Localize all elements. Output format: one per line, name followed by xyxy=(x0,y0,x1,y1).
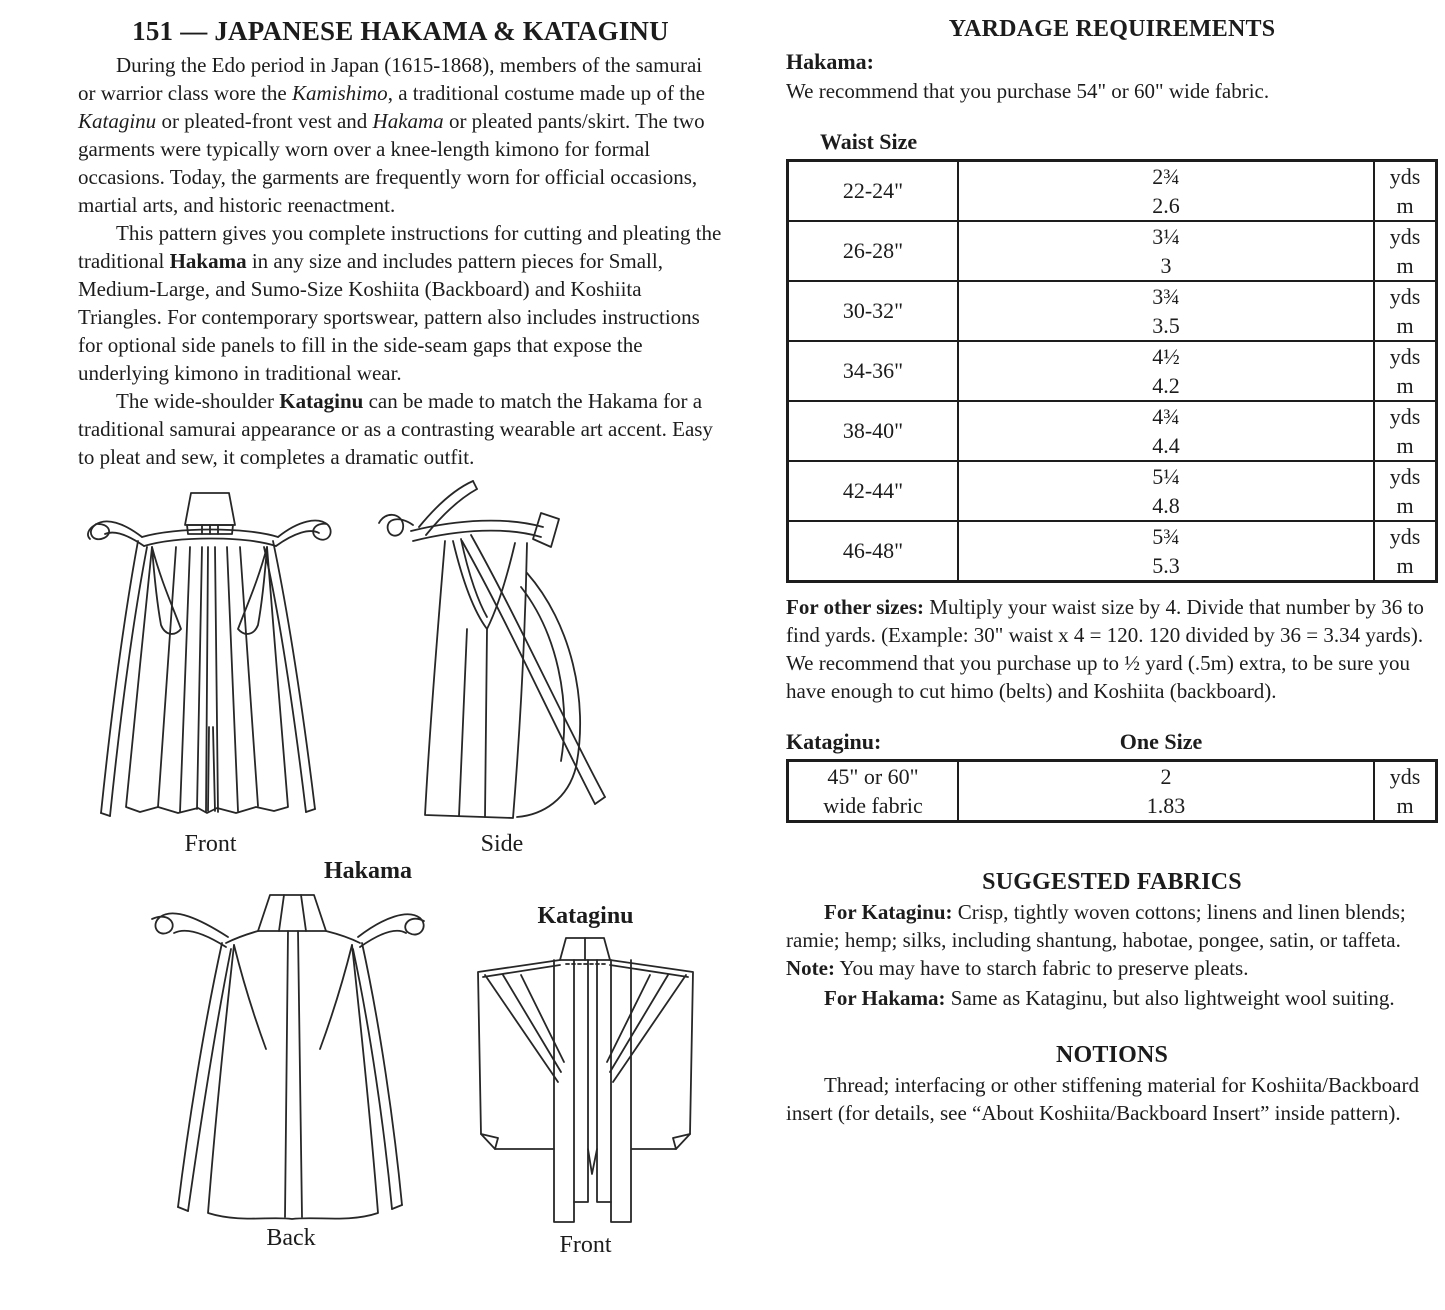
kataginu-front-illustration xyxy=(468,934,703,1230)
for-kataginu-label: For Kataginu: xyxy=(824,900,953,924)
kataginu-front-label: Front xyxy=(559,1232,612,1258)
kataginu-description-paragraph xyxy=(78,387,723,471)
fabrics-text: Crisp, tightly woven cottons; linens and linen blends; ramie; hemp; silks, including shantung, habotae, pongee, satin, or taffeta. xyxy=(786,900,1406,952)
units-cell xyxy=(1374,401,1437,461)
kataginu-table-header xyxy=(786,729,1438,755)
table-row xyxy=(788,221,1437,281)
one-size-label: One Size xyxy=(1119,729,1203,754)
paragraph-text: , a traditional costume made up of the xyxy=(387,81,705,105)
fabric-width-note: We recommend that you purchase 54" or 60" wide fabric. xyxy=(786,79,1270,103)
meters-unit: m xyxy=(1396,193,1414,218)
paragraph-text-italic: Kamishimo xyxy=(292,81,388,105)
yardage-cell xyxy=(958,401,1374,461)
yards-value: 4½ xyxy=(1152,344,1180,369)
fabrics-text: Same as Kataginu, but also lightweight wool suiting. xyxy=(945,986,1395,1010)
left-column xyxy=(78,16,723,1259)
notions-paragraph: Thread; interfacing or other stiffening material for Koshiita/Backboard insert (for details, see “About Koshiita/Backboard Insert” inside pattern). xyxy=(786,1073,1419,1125)
fabrics-note-text: You may have to starch fabric to preserve pleats. xyxy=(834,956,1249,980)
yardage-cell xyxy=(958,461,1374,521)
meters-unit: m xyxy=(1396,433,1414,458)
waist-size-cell: 22-24" xyxy=(788,161,959,222)
yards-unit: yds xyxy=(1389,164,1421,189)
page-title: 151 — JAPANESE HAKAMA & KATAGINU xyxy=(132,16,669,46)
yards-unit: yds xyxy=(1389,404,1421,429)
waist-size-cell: 26-28" xyxy=(788,221,959,281)
meters-value: 3 xyxy=(1160,253,1172,278)
meters-unit: m xyxy=(1396,253,1414,278)
other-sizes-paragraph xyxy=(786,593,1438,705)
table-row xyxy=(788,281,1437,341)
paragraph-text-bold: Hakama xyxy=(169,249,247,273)
yardage-requirements-heading: YARDAGE REQUIREMENTS xyxy=(948,16,1276,42)
pattern-description-paragraph xyxy=(78,219,723,387)
units-cell xyxy=(1374,281,1437,341)
yardage-cell xyxy=(958,221,1374,281)
units-cell xyxy=(1374,521,1437,582)
hakama-yardage-table xyxy=(786,159,1438,583)
note-label: Note: xyxy=(786,956,835,980)
hakama-side-label: Side xyxy=(480,831,524,857)
paragraph-text: or pleated pants/skirt. The two garments were typically worn over a knee-length kimono for formal occasions. Today, the garments are frequently worn for official occasions, martial arts, and historic reenactment. xyxy=(78,109,705,217)
paragraph-text: or pleated-front vest and xyxy=(156,109,373,133)
meters-value: 2.6 xyxy=(1152,193,1180,218)
for-hakama-label: For Hakama: xyxy=(824,986,946,1010)
waist-size-cell: 42-44" xyxy=(788,461,959,521)
hakama-section-label: Hakama: xyxy=(786,49,874,74)
meters-value: 4.4 xyxy=(1152,433,1180,458)
kataginu-yardage-table xyxy=(786,759,1438,823)
hakama-front-label: Front xyxy=(184,831,237,857)
yards-value: 3¾ xyxy=(1152,284,1180,309)
meters-value: 1.83 xyxy=(1146,793,1186,818)
table-row xyxy=(788,161,1437,222)
hakama-back-figure xyxy=(136,885,446,1252)
meters-value: 4.2 xyxy=(1152,373,1180,398)
yards-unit: yds xyxy=(1389,224,1421,249)
hakama-back-illustration xyxy=(136,885,446,1223)
hakama-back-label: Back xyxy=(266,1225,316,1251)
yards-unit: yds xyxy=(1389,524,1421,549)
table-row xyxy=(788,341,1437,401)
fabric-width-line1: 45" or 60" xyxy=(827,764,919,789)
meters-value: 3.5 xyxy=(1152,313,1180,338)
fabric-width-cell xyxy=(788,761,959,822)
meters-value: 5.3 xyxy=(1152,553,1180,578)
paragraph-text: The wide-shoulder xyxy=(116,389,280,413)
hakama-front-illustration xyxy=(78,477,343,829)
kataginu-illustration-row xyxy=(136,885,723,1259)
units-cell xyxy=(1374,221,1437,281)
meters-unit: m xyxy=(1396,373,1414,398)
kataginu-section-label: Kataginu: xyxy=(786,729,882,754)
right-column xyxy=(786,16,1438,1127)
table-row xyxy=(788,521,1437,582)
yards-value: 4¾ xyxy=(1152,404,1180,429)
hakama-side-illustration xyxy=(371,477,633,829)
yards-value: 3¼ xyxy=(1152,224,1180,249)
fabrics-kataginu-paragraph xyxy=(786,898,1438,982)
units-cell xyxy=(1374,761,1437,822)
units-cell xyxy=(1374,461,1437,521)
yards-unit: yds xyxy=(1389,464,1421,489)
table-row xyxy=(788,761,1437,822)
hakama-front-figure xyxy=(78,477,343,858)
suggested-fabrics-heading: SUGGESTED FABRICS xyxy=(982,869,1242,895)
meters-value: 4.8 xyxy=(1152,493,1180,518)
yards-value: 5¼ xyxy=(1152,464,1180,489)
yards-unit: yds xyxy=(1389,344,1421,369)
paragraph-text: in any size and includes pattern pieces for Small, Medium-Large, and Sumo-Size Koshiita (Backboard) and Koshiita Triangles. For contemporary sportswear, pattern also includes instructions for optional side panels to fill in the side-seam gaps that expose the underlying kimono in traditional wear. xyxy=(78,249,700,385)
yards-unit: yds xyxy=(1389,764,1421,789)
kataginu-front-figure xyxy=(468,903,703,1259)
meters-unit: m xyxy=(1396,793,1414,818)
kataginu-group-label: Kataginu xyxy=(537,903,634,929)
paragraph-text-bold: Kataginu xyxy=(279,389,364,413)
fabrics-hakama-paragraph xyxy=(786,984,1438,1012)
hakama-side-figure xyxy=(371,477,633,858)
hakama-illustration-row xyxy=(78,477,723,858)
waist-size-cell: 46-48" xyxy=(788,521,959,582)
yards-value: 5¾ xyxy=(1152,524,1180,549)
meters-unit: m xyxy=(1396,493,1414,518)
yardage-cell xyxy=(958,761,1374,822)
paragraph-text: can be made to match the Hakama for a traditional samurai appearance or as a contrasting wearable art accent. Easy to pleat and sew, it completes a dramatic outfit. xyxy=(78,389,713,469)
yardage-cell xyxy=(958,281,1374,341)
yards-value: 2 xyxy=(1160,764,1172,789)
paragraph-text: This pattern gives you complete instructions for cutting and pleating the traditional xyxy=(78,221,722,273)
yardage-cell xyxy=(958,521,1374,582)
meters-unit: m xyxy=(1396,553,1414,578)
units-cell xyxy=(1374,341,1437,401)
paragraph-text-italic: Kataginu xyxy=(78,109,157,133)
intro-paragraph xyxy=(78,51,723,219)
yardage-cell xyxy=(958,161,1374,222)
other-sizes-label: For other sizes: xyxy=(786,595,925,619)
other-sizes-text: Multiply your waist size by 4. Divide that number by 36 to find yards. (Example: 30" waist x 4 = 120. 120 divided by 36 = 3.34 yards). We recommend that you purchase up to ½ yard (.5m) extra, to be sure you have enough to cut himo (belts) and Koshiita (backboard). xyxy=(786,595,1424,703)
waist-size-column-header: Waist Size xyxy=(820,129,918,154)
fabric-width-line2: wide fabric xyxy=(823,793,923,818)
table-row xyxy=(788,461,1437,521)
table-row xyxy=(788,401,1437,461)
waist-size-cell: 38-40" xyxy=(788,401,959,461)
units-cell xyxy=(1374,161,1437,222)
paragraph-text-italic: Hakama xyxy=(372,109,444,133)
notions-heading: NOTIONS xyxy=(1055,1042,1169,1068)
meters-unit: m xyxy=(1396,313,1414,338)
waist-size-cell: 34-36" xyxy=(788,341,959,401)
waist-size-cell: 30-32" xyxy=(788,281,959,341)
hakama-group-label: Hakama xyxy=(323,858,412,884)
yards-value: 2¾ xyxy=(1152,164,1180,189)
yards-unit: yds xyxy=(1389,284,1421,309)
paragraph-text: During the Edo period in Japan (1615-1868), members of the samurai or warrior class wore the xyxy=(78,53,703,105)
yardage-cell xyxy=(958,341,1374,401)
